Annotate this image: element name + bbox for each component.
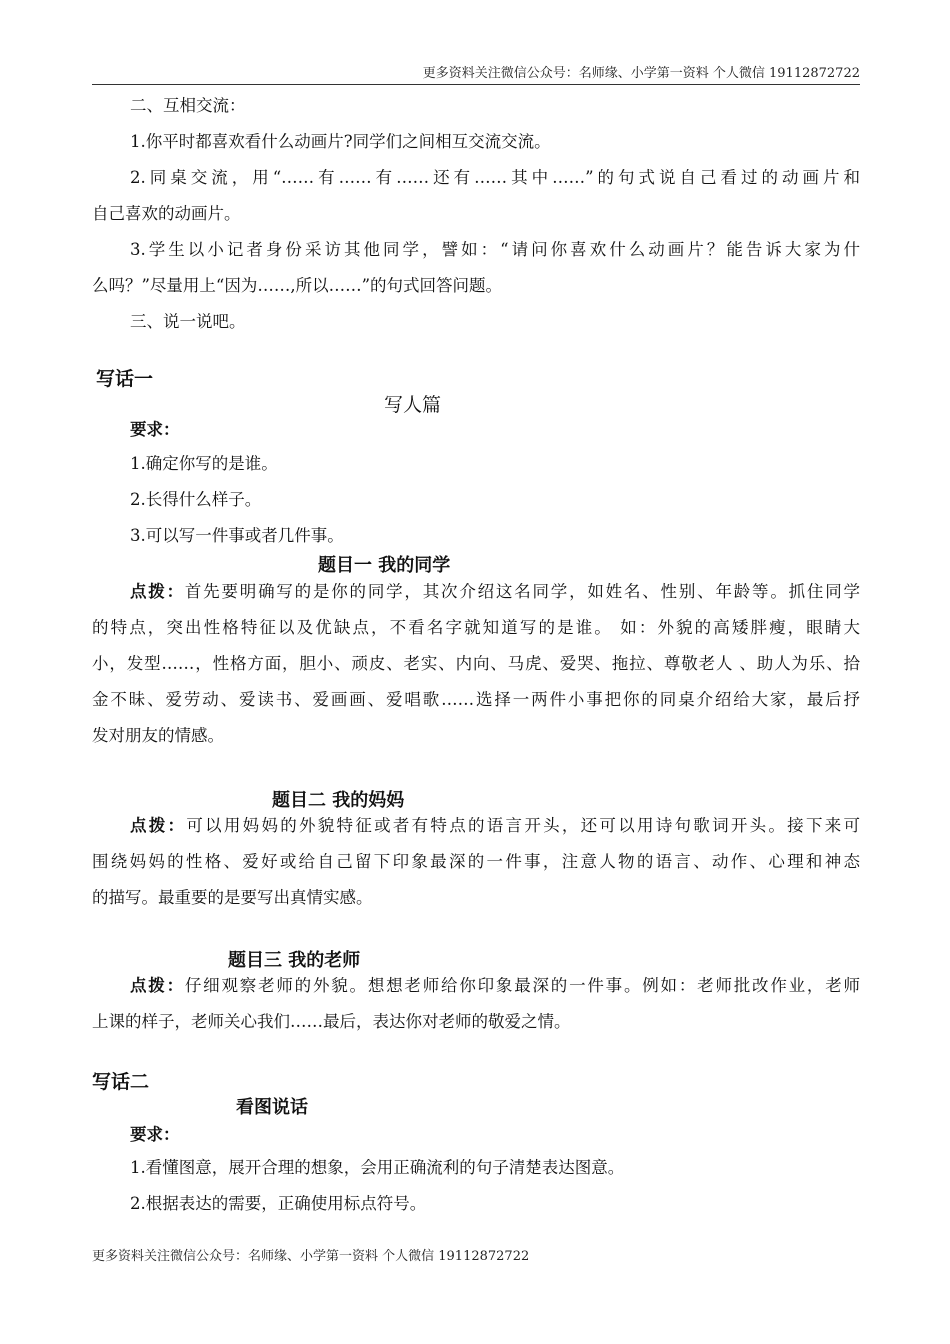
exchange-item-3-line-1: 3.学生以小记者身份采访其他同学，譬如：“请问你喜欢什么动画片？能告诉大家为什 <box>130 240 860 259</box>
topic-two-tip-line: 围绕妈妈的性格、爱好或给自己留下印象最深的一件事，注意人物的语言、动作、心理和神态 <box>92 852 860 871</box>
writing-one-requirement-label: 要求： <box>130 420 180 439</box>
writing-two-requirement-label: 要求： <box>130 1125 180 1144</box>
topic-one-tip-line: 的特点，突出性格特征以及优缺点，不看名字就知道写的是谁。 如：外貌的高矮胖瘦，眼睛大 <box>92 618 860 637</box>
exchange-item-2-line-2: 自己喜欢的动画片。 <box>92 204 241 223</box>
topic-two-tip-line: 的描写。最重要的是要写出真情实感。 <box>92 888 373 907</box>
topic-three-tip <box>92 968 860 1040</box>
exchange-item-3-line-2: 么吗？”尽量用上“因为……,所以……”的句式回答问题。 <box>92 276 503 295</box>
topic-one-tip-line: 小，发型……，性格方面，胆小、顽皮、老实、内向、马虎、爱哭、拖拉、尊敬老人 、助人为乐、拾 <box>92 654 860 673</box>
requirement-item: 1.看懂图意，展开合理的想象，会用正确流利的句子清楚表达图意。 <box>130 1158 625 1177</box>
page-header: 更多资料关注微信公众号：名师缘、小学第一资料 个人微信 19112872722 <box>422 66 860 81</box>
writing-two-title: 写话二 <box>92 1071 150 1093</box>
requirement-item: 2.根据表达的需要，正确使用标点符号。 <box>130 1194 427 1213</box>
exchange-heading: 二、互相交流： <box>130 96 246 115</box>
topic-two-tip <box>92 808 860 916</box>
topic-one-tip-line: 金不昧、爱劳动、爱读书、爱画画、爱唱歌……选择一两件小事把你的同桌介绍给大家，最后抒 <box>92 690 860 709</box>
topic-one-title: 题目一 我的同学 <box>318 555 451 576</box>
writing-one-subtitle: 写人篇 <box>384 394 442 416</box>
topic-one-tip <box>92 574 860 754</box>
exchange-section <box>92 88 860 340</box>
page-footer: 更多资料关注微信公众号：名师缘、小学第一资料 个人微信 19112872722 <box>92 1249 530 1264</box>
exchange-item-1: 1.你平时都喜欢看什么动画片?同学们之间相互交流交流。 <box>130 132 551 151</box>
requirement-item: 2.长得什么样子。 <box>130 490 262 509</box>
topic-two-tip-line <box>92 808 860 844</box>
requirement-item: 1.确定你写的是谁。 <box>130 454 278 473</box>
topic-two-title: 题目二 我的妈妈 <box>272 790 405 811</box>
tip-text: 仔细观察老师的外貌。想想老师给你印象最深的一件事。例如：老师批改作业，老师 <box>184 976 860 995</box>
topic-three-title: 题目三 我的老师 <box>228 950 361 971</box>
tip-label: 点拨： <box>130 816 187 835</box>
tip-text: 可以用妈妈的外貌特征或者有特点的语言开头，还可以用诗句歌词开头。接下来可 <box>186 816 860 835</box>
exchange-item-2-line-1: 2.同桌交流，用“……有……有……还有……其中……”的句式说自己看过的动画片和 <box>130 168 860 187</box>
topic-three-tip-line: 上课的样子，老师关心我们……最后，表达你对老师的敬爱之情。 <box>92 1012 571 1031</box>
tip-label: 点拨： <box>130 582 185 601</box>
tip-text: 首先要明确写的是你的同学，其次介绍这名同学，如姓名、性别、年龄等。抓住同学 <box>184 582 860 601</box>
writing-one-requirements <box>92 446 860 554</box>
requirement-item: 3.可以写一件事或者几件事。 <box>130 526 344 545</box>
topic-one-tip-line: 发对朋友的情感。 <box>92 726 224 745</box>
writing-one-title: 写话一 <box>96 368 154 390</box>
writing-two-subtitle: 看图说话 <box>236 1097 308 1118</box>
tip-label: 点拨： <box>130 976 185 995</box>
header-divider <box>92 84 860 85</box>
writing-two-requirements <box>92 1150 860 1222</box>
topic-three-tip-line <box>92 968 860 1004</box>
section-three-heading: 三、说一说吧。 <box>130 312 246 331</box>
topic-one-tip-line <box>92 574 860 610</box>
